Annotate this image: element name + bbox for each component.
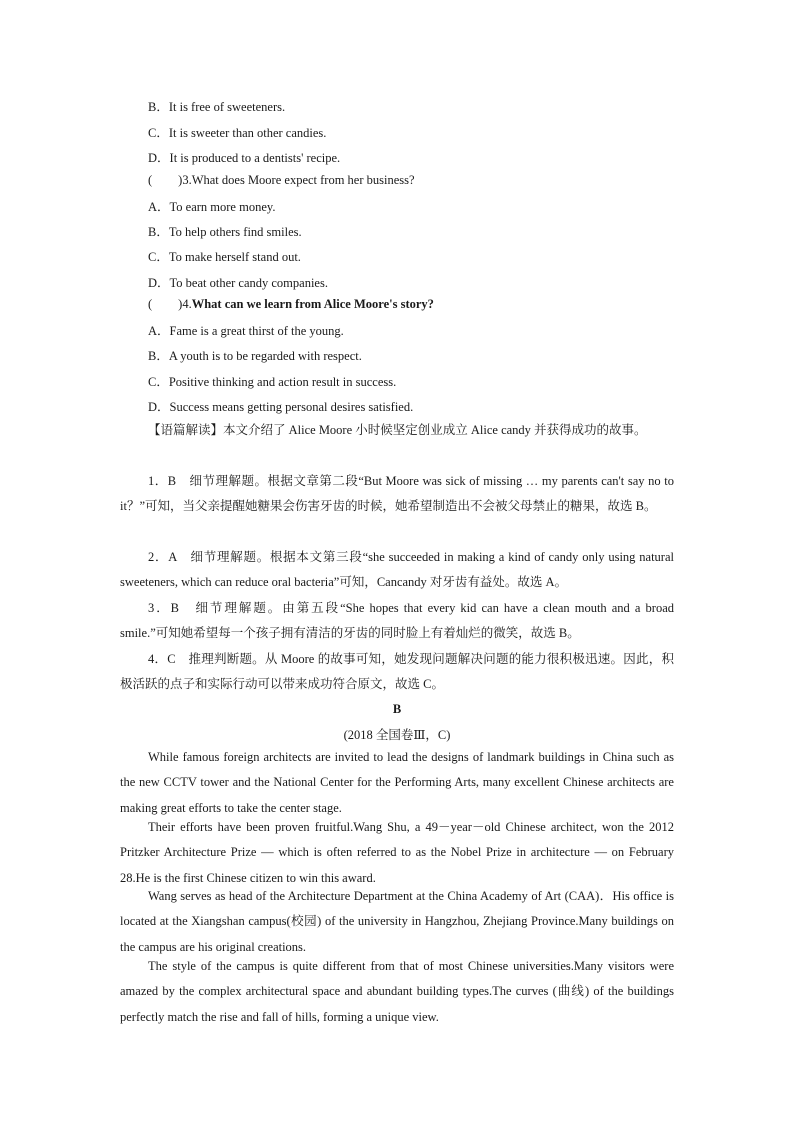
- answer-explanation-3: 3．B 细节理解题。由第五段“She hopes that every kid can have a clean mouth and a broad smile.”可知她希望每一个孩子拥有清洁的牙齿的同时脸上有着灿烂的微笑，故选 B。: [120, 601, 674, 641]
- answer-paren-open: (: [148, 173, 153, 187]
- passage-source: (2018 全国卷Ⅲ，C): [343, 728, 451, 742]
- passage-paragraph-4: The style of the campus is quite different from that of most Chinese universities.Many visitors were amazed by the complex architectural space and abundant building types.The curves (曲线) of the buildings perfectly match the rise and fall of hills, forming a unique view.: [120, 959, 674, 1024]
- answer-explanation-1: 1．B 细节理解题。根据文章第二段“But Moore was sick of missing … my parents can't say no to it？”可知，当父亲提醒她糖果会伤害牙齿的时候，她希望制造出不会被父母禁止的糖果，故选 B。: [120, 474, 674, 514]
- question-3: [148, 173, 415, 188]
- q2-option-c: C．It is sweeter than other candies.: [148, 126, 327, 140]
- q4-option-d: D．Success means getting personal desires satisfied.: [148, 400, 414, 414]
- question-4-text: What can we learn from Alice Moore's story?: [191, 297, 434, 311]
- q3-option-c: C．To make herself stand out.: [148, 250, 301, 264]
- question-3-text: )3.What does Moore expect from her business?: [178, 173, 415, 187]
- analysis-heading: 【语篇解读】本文介绍了 Alice Moore 小时候坚定创业成立 Alice candy 并获得成功的故事。: [148, 423, 647, 437]
- question-4: [148, 297, 434, 312]
- passage-label: B: [392, 702, 402, 716]
- q3-option-b: B．To help others find smiles.: [148, 225, 302, 239]
- answer-paren-open: (: [148, 297, 153, 311]
- q3-option-d: D．To beat other candy companies.: [148, 276, 328, 290]
- question-4-number: )4.: [178, 297, 192, 311]
- q4-option-c: C．Positive thinking and action result in success.: [148, 375, 397, 389]
- q3-option-a: A．To earn more money.: [148, 200, 276, 214]
- answer-explanation-4: 4．C 推理判断题。从 Moore 的故事可知，她发现问题解决问题的能力很积极迅速。因此，积极活跃的点子和实际行动可以带来成功符合原文，故选 C。: [120, 652, 674, 692]
- passage-paragraph-2: Their efforts have been proven fruitful.Wang Shu, a 49－year－old Chinese architect, won the 2012 Pritzker Architecture Prize — which is often referred to as the Nobel Prize in architecture — on February 28.He is the first Chinese citizen to win this award.: [120, 820, 674, 885]
- q2-option-b: B．It is free of sweeteners.: [148, 100, 286, 114]
- answer-explanation-2: 2．A 细节理解题。根据本文第三段“she succeeded in making a kind of candy only using natural sweeteners, which can reduce oral bacteria”可知，Cancandy 对牙齿有益处。故选 A。: [120, 550, 674, 590]
- q4-option-a: A．Fame is a great thirst of the young.: [148, 324, 344, 338]
- passage-paragraph-3: Wang serves as head of the Architecture Department at the China Academy of Art (CAA)．His office is located at the Xiangshan campus(校园) of the university in Hangzhou, Zhejiang Province.Many buildings on the campus are his original creations.: [120, 889, 674, 954]
- passage-paragraph-1: While famous foreign architects are invited to lead the designs of landmark buildings in China such as the new CCTV tower and the National Center for the Performing Arts, many excellent Chinese architects are making great efforts to take the center stage.: [120, 750, 674, 815]
- q4-option-b: B．A youth is to be regarded with respect.: [148, 349, 362, 363]
- q2-option-d: D．It is produced to a dentists' recipe.: [148, 151, 341, 165]
